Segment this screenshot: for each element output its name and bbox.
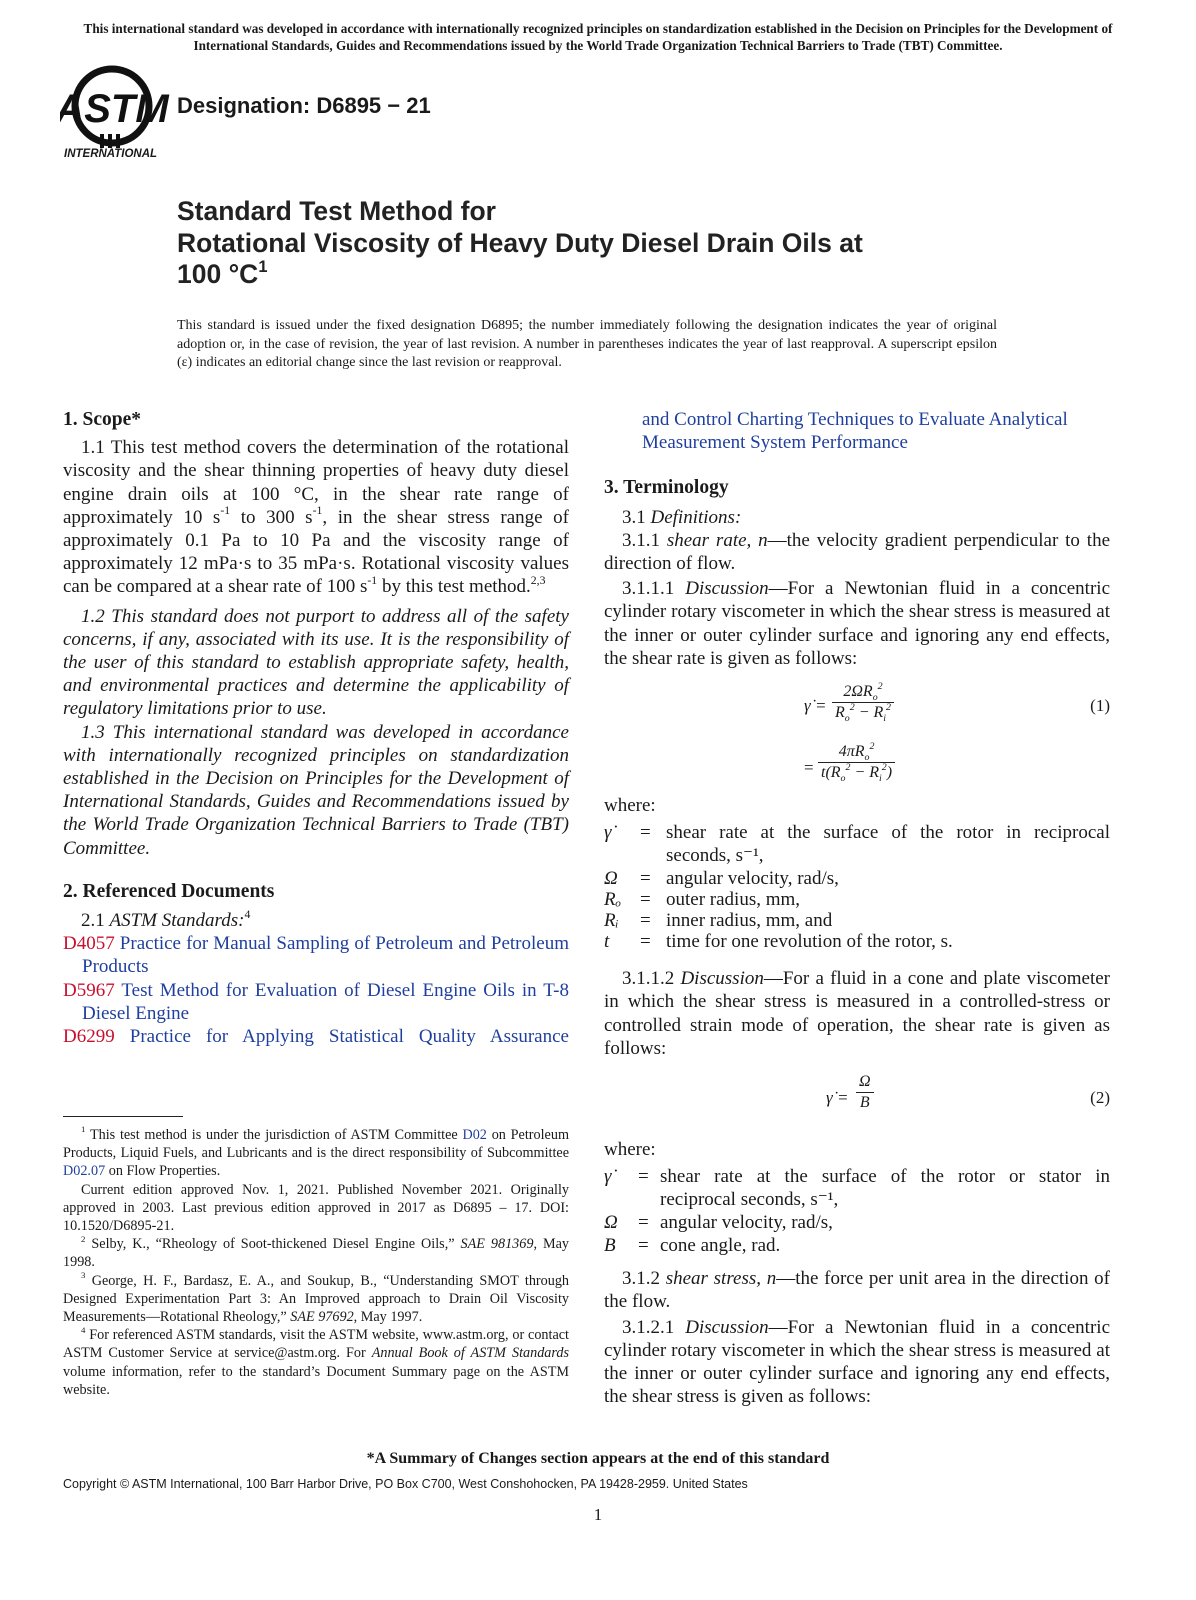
designation: Designation: D6895 − 21 [177, 93, 431, 118]
equation-1: γ̇ = $2\Omega R_o^2$ $R_o^2 - R_i^2$ (1) = $4\pi R_o^2$ $t(R_o^2 - R_i^2)$ [804, 680, 1110, 785]
title-line-1: Standard Test Method for [177, 196, 496, 226]
page-number: 1 [593, 1505, 603, 1524]
where-item: Rₒ = outer radius, mm, [604, 889, 801, 911]
scope-heading: 1. Scope* [63, 409, 141, 430]
ref-code: D6299 [63, 1026, 115, 1048]
equation-2: γ̇ = $\frac{\Omega}{B}$ (2) [826, 1073, 1110, 1112]
footnote-1: $^1$ This test method is under the jurisdiction of ASTM Committee D02 on Petroleum Products, Liquid Fuels, and Lubricants and is the direct responsibility of Subcommittee D02.07 on Flow Properties. [63, 1124, 569, 1180]
equation-2-number: (2) [1090, 1088, 1110, 1108]
title-footnote-ref: 1 [258, 257, 268, 276]
equation-1-number: (1) [1090, 696, 1110, 716]
s3-1-2-1: 3.1.2.1 Discussion—For a Newtonian fluid in a concentric cylinder rotary viscometer in which the shear stress is measured at the inner or outer cylinder surface and ignoring any end effects, the shear stress is given as follows: [604, 1316, 1110, 1408]
where-label-2: where: [604, 1139, 656, 1161]
ref-item[interactable] [63, 979, 569, 1025]
where-item: γ̇ = shear rate at the surface of the rotor in reciprocal [604, 822, 1110, 844]
terminology-heading: 3. Terminology [604, 477, 729, 499]
svg-text:ASTM: ASTM [60, 87, 169, 131]
where-item: Ω = angular velocity, rad/s, [604, 868, 839, 890]
ref-item[interactable] [63, 1025, 569, 1048]
s3-1-1-2: 3.1.1.2 Discussion—For a fluid in a cone and plate viscometer in which the shear stress is measured in a controlled-stress or controlled strain mode of operation, the shear rate is given as follows: [604, 968, 1110, 1059]
subcommittee-link[interactable]: D02.07 [63, 1163, 106, 1180]
footnote-3: $^3$ George, H. F., Bardasz, E. A., and Soukup, B., “Understanding SMOT through Designed Experimentation Part 3: An Improved approach to Drain Oil Viscosity Measurements—Rotational Rheology,” SAE 97692, May 1997. [63, 1270, 570, 1326]
document-title [177, 196, 863, 291]
ref-item[interactable] [63, 932, 569, 978]
where-item: B = cone angle, rad. [604, 1235, 781, 1257]
scope-p2: 1.2 This standard does not purport to address all of the safety concerns, if any, associated with its use. It is the responsibility of the user of this standard to establish appropriate safety, health, and environmental practices and determine the applicability of regulatory limitations prior to use. [63, 605, 569, 720]
refdocs-heading: 2. Referenced Documents [63, 880, 275, 902]
scope-p1: 1.1 This test method covers the determination of the rotational viscosity and the shear thinning properties of heavy duty diesel engine drain oils at 100 °C, in the shear rate range of approximately 10 $s^{-1}$ to 300 $s^{-1}$, in the shear stress range of approximately 0.1 Pa to 10 Pa and the viscosity range of approximately 12 mPa·s to 35 mPa·s. Rotational viscosity values can be compared at a shear rate of 100 $s^{-1}$ by this test method.$^{2,3}$ [63, 437, 569, 598]
wto-notice: This international standard was developed in accordance with internationally recognized principles on standardization established in the Decision on Principles for the Development of International Standards, Guides and Recommendations issued by the World Trade Organization Technical Barriers to Trade (TBT) Committee. [83, 21, 1113, 53]
left-column [63, 408, 569, 1048]
ref-code: D5967 [63, 979, 115, 1001]
where-item: t = time for one revolution of the rotor, s. [604, 931, 953, 953]
footnotes [63, 1126, 569, 1399]
s3-1-1-1: 3.1.1.1 Discussion—For a Newtonian fluid in a concentric cylinder rotary viscometer in which the shear stress is measured at the inner or outer cylinder surface and ignoring any end effects, the shear rate is given as follows: [604, 578, 1110, 669]
where-item: Rᵢ = inner radius, mm, and [604, 910, 833, 932]
s3-1: 3.1 Definitions: [622, 506, 742, 528]
copyright: Copyright © ASTM International, 100 Barr Harbor Drive, PO Box C700, West Conshohocken, PA 19428-2959. United States [63, 1477, 748, 1491]
footnote-2: $^2$ Selby, K., “Rheology of Soot-thickened Diesel Engine Oils,” SAE 981369, May 1998. [63, 1233, 569, 1271]
issue-note: This standard is issued under the fixed designation D6895; the number immediately following the designation indicates the year of original adoption or, in the case of revision, the year of last revision. A number in parentheses indicates the year of last reapproval. A superscript epsilon (ε) indicates an editorial change since the last revision or reapproval. [177, 318, 997, 370]
ref-title: Practice for Manual Sampling of Petroleum and Petroleum Products [82, 933, 569, 978]
where-item: γ̇ = shear rate at the surface of the rotor or stator in [604, 1166, 1110, 1188]
where-item: seconds, s⁻¹, [666, 845, 764, 867]
where-item: reciprocal seconds, s⁻¹, [660, 1189, 839, 1211]
title-line-3: 100 °C [177, 259, 259, 289]
right-column [604, 408, 1110, 1408]
where-list-1 [604, 821, 1110, 951]
ref-code: D4057 [63, 933, 115, 955]
logo-text: INTERNATIONAL [64, 148, 158, 160]
footnote-edition: Current edition approved Nov. 1, 2021. Published November 2021. Originally approved in 2003. Last previous edition approved in 2017 as D6895 – 17. DOI: 10.1520/D6895-21. [63, 1181, 569, 1235]
title-line-2: Rotational Viscosity of Heavy Duty Diesel Drain Oils at [177, 227, 863, 258]
s3-1-2: 3.1.2 shear stress, n—the force per unit area in the direction of the flow. [604, 1268, 1110, 1313]
where-list-2 [604, 1165, 1110, 1257]
footnote-4: $^4$ For referenced ASTM standards, visit the ASTM website, www.astm.org, or contact ASTM Customer Service at service@astm.org. For Annual Book of ASTM Standards volume information, refer to the standard’s Document Summary page on the ASTM website. [63, 1324, 569, 1398]
astm-logo [60, 64, 172, 168]
ref-title: Test Method for Evaluation of Diesel Engine Oils in T-8 Diesel Engine [82, 979, 569, 1024]
ref-title: Practice for Applying Statistical Quality Assurance [114, 1026, 569, 1048]
ref-continuation[interactable]: and Control Charting Techniques to Evaluate Analytical Measurement System Performance [642, 409, 1068, 454]
s3-1-1: 3.1.1 shear rate, n—the velocity gradient perpendicular to the direction of flow. [604, 529, 1110, 575]
footnote-rule [63, 1116, 183, 1117]
where-label-1: where: [604, 795, 656, 817]
summary-note: *A Summary of Changes section appears at the end of this standard [366, 1450, 830, 1467]
committee-link[interactable]: D02 [462, 1127, 487, 1143]
scope-p3: 1.3 This international standard was developed in accordance with internationally recognized principles on standardization established in the Decision on Principles for the Development of International Standards, Guides and Recommendations issued by the World Trade Organization Technical Barriers to Trade (TBT) Committee. [63, 721, 569, 859]
where-item: Ω = angular velocity, rad/s, [604, 1212, 833, 1234]
astm-standards-label: 2.1 ASTM Standards:$^4$ [81, 907, 251, 932]
